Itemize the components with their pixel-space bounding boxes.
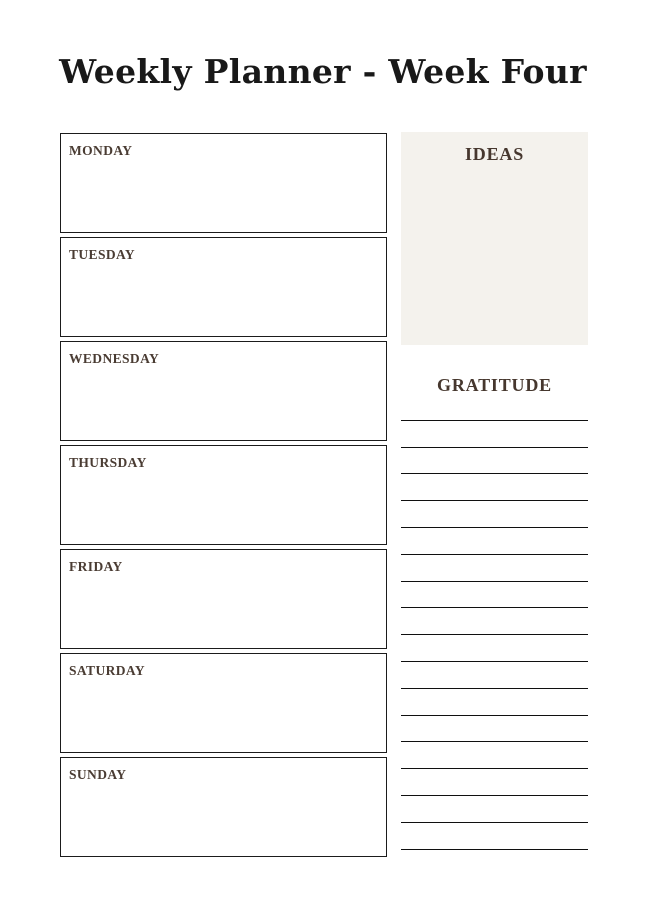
- gratitude-line[interactable]: [401, 742, 588, 769]
- gratitude-line[interactable]: [401, 474, 588, 501]
- day-notes-area[interactable]: [69, 263, 378, 336]
- gratitude-line[interactable]: [401, 528, 588, 555]
- day-label: TUESDAY: [69, 247, 136, 262]
- day-notes-area[interactable]: [69, 471, 378, 544]
- ideas-box[interactable]: [401, 132, 588, 345]
- day-box[interactable]: [60, 237, 387, 337]
- gratitude-line[interactable]: [401, 582, 588, 609]
- day-notes-area[interactable]: [69, 575, 378, 648]
- right-column: [401, 132, 588, 850]
- gratitude-line[interactable]: [401, 716, 588, 743]
- gratitude-line[interactable]: [401, 823, 588, 850]
- day-label: SUNDAY: [69, 767, 127, 782]
- day-box[interactable]: [60, 653, 387, 753]
- ideas-heading: IDEAS: [464, 144, 525, 164]
- day-notes-area[interactable]: [69, 159, 378, 232]
- day-box[interactable]: [60, 341, 387, 441]
- day-box[interactable]: [60, 445, 387, 545]
- gratitude-line[interactable]: [401, 555, 588, 582]
- gratitude-line[interactable]: [401, 421, 588, 448]
- day-box[interactable]: [60, 549, 387, 649]
- gratitude-line[interactable]: [401, 769, 588, 796]
- day-label: MONDAY: [69, 143, 133, 158]
- gratitude-line[interactable]: [401, 689, 588, 716]
- gratitude-line[interactable]: [401, 662, 588, 689]
- day-notes-area[interactable]: [69, 367, 378, 440]
- gratitude-line[interactable]: [401, 635, 588, 662]
- gratitude-line[interactable]: [401, 394, 588, 421]
- day-notes-area[interactable]: [69, 783, 378, 856]
- day-box[interactable]: [60, 757, 387, 857]
- gratitude-line[interactable]: [401, 501, 588, 528]
- gratitude-line[interactable]: [401, 448, 588, 475]
- day-label: SATURDAY: [69, 663, 145, 678]
- day-label: FRIDAY: [69, 559, 123, 574]
- gratitude-lines: [401, 394, 588, 850]
- days-column: [60, 133, 387, 857]
- page-title: Weekly Planner - Week Four: [59, 52, 587, 91]
- day-box[interactable]: [60, 133, 387, 233]
- gratitude-line[interactable]: [401, 796, 588, 823]
- day-label: WEDNESDAY: [69, 351, 160, 366]
- day-label: THURSDAY: [69, 455, 147, 470]
- gratitude-heading: GRATITUDE: [437, 375, 552, 395]
- gratitude-line[interactable]: [401, 608, 588, 635]
- day-notes-area[interactable]: [69, 679, 378, 752]
